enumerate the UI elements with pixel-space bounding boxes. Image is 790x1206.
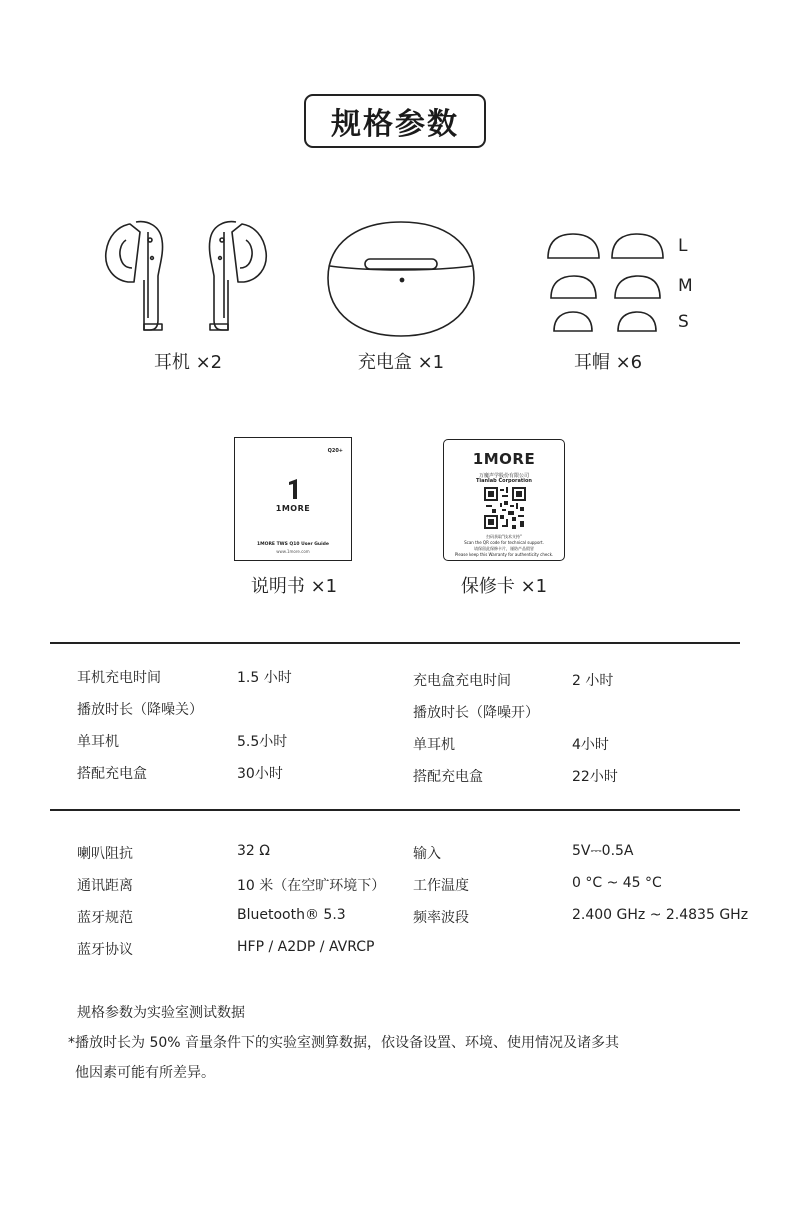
warranty-caption: 保修卡 ×1 xyxy=(460,576,548,597)
operating-temp-label: 工作温度 xyxy=(413,878,469,894)
bluetooth-version-label: 蓝牙规范 xyxy=(77,910,133,926)
section-divider xyxy=(50,642,740,644)
single-earphone-label: 单耳机 xyxy=(77,734,119,750)
playback-anc-off-label: 播放时长（降噪关） xyxy=(77,702,203,718)
manual-guide-title: 1MORE TWS Q10 User Guide xyxy=(257,542,329,547)
bluetooth-profile-label: 蓝牙协议 xyxy=(77,942,133,958)
input-label: 输入 xyxy=(413,846,441,862)
card-company: 万魔声学股份有限公司 xyxy=(478,473,529,479)
speaker-impedance-label: 喇叭阻抗 xyxy=(77,846,133,862)
card-logo: 1MORE xyxy=(472,450,536,468)
charging-case-caption: 充电盒 ×1 xyxy=(357,352,445,373)
card-support-en: Scan the QR code for technical support. xyxy=(464,540,544,545)
manual-model: Q20+ xyxy=(327,448,343,454)
earphone-charge-label: 耳机充电时间 xyxy=(77,670,161,686)
with-case-label: 搭配充电盒 xyxy=(77,766,147,782)
frequency-band-label: 频率波段 xyxy=(413,910,469,926)
note-playback-condition-cont: 他因素可能有所差异。 xyxy=(75,1065,215,1081)
frequency-band-value: 2.400 GHz ~ 2.4835 GHz xyxy=(572,907,749,923)
qr-code-icon xyxy=(484,487,526,529)
ear-tip-size-s: S xyxy=(678,312,689,332)
playback-anc-on-label: 播放时长（降噪开） xyxy=(413,705,539,721)
ear-tips-caption: 耳帽 ×6 xyxy=(573,352,643,373)
earphones-caption: 耳机 ×2 xyxy=(153,352,223,373)
manual-logo: 1MORE xyxy=(275,504,311,513)
single-earphone-anc-label: 单耳机 xyxy=(413,737,455,753)
card-support-cn: 扫码获取"技术支持" xyxy=(486,534,522,539)
section-divider xyxy=(50,809,740,811)
with-case-value: 30小时 xyxy=(237,766,283,782)
card-keep-cn: 请保留此保修卡片，谨防产品假冒 xyxy=(474,546,534,551)
with-case-anc-label: 搭配充电盒 xyxy=(413,769,483,785)
ear-tips-icon xyxy=(545,230,670,334)
range-label: 通讯距离 xyxy=(77,878,133,894)
bluetooth-version-value: Bluetooth® 5.3 xyxy=(237,907,346,923)
case-charge-value: 2 小时 xyxy=(572,673,614,689)
ear-tip-size-m: M xyxy=(678,276,693,296)
case-charge-label: 充电盒充电时间 xyxy=(413,673,511,689)
warranty-card xyxy=(443,439,565,561)
operating-temp-value: 0 °C ~ 45 °C xyxy=(572,875,662,891)
bluetooth-profile-value: HFP / A2DP / AVRCP xyxy=(237,939,375,955)
page-title: 规格参数 xyxy=(304,94,486,148)
card-keep-en: Please keep this Warranty for authenticity check. xyxy=(454,552,554,557)
range-value: 10 米（在空旷环境下） xyxy=(237,878,386,894)
1more-logo-icon xyxy=(287,478,301,500)
input-value: 5V⎓0.5A xyxy=(572,843,634,859)
note-lab-data: 规格参数为实验室测试数据 xyxy=(77,1005,245,1021)
note-playback-condition: *播放时长为 50% 音量条件下的实验室测算数据，依设备设置、环境、使用情况及诸多其 xyxy=(68,1035,620,1051)
manual-caption: 说明书 ×1 xyxy=(250,576,338,597)
with-case-anc-value: 22小时 xyxy=(572,769,618,785)
earphones-icon xyxy=(100,218,272,336)
charging-case-icon xyxy=(326,220,476,338)
user-manual xyxy=(234,437,352,561)
card-corp: Tianlab Corporation xyxy=(476,478,532,484)
ear-tip-size-l: L xyxy=(678,236,688,256)
manual-website: www.1more.com xyxy=(276,549,310,554)
earphone-charge-value: 1.5 小时 xyxy=(237,670,292,686)
single-earphone-anc-value: 4小时 xyxy=(572,737,609,753)
speaker-impedance-value: 32 Ω xyxy=(237,843,270,859)
single-earphone-value: 5.5小时 xyxy=(237,734,288,750)
